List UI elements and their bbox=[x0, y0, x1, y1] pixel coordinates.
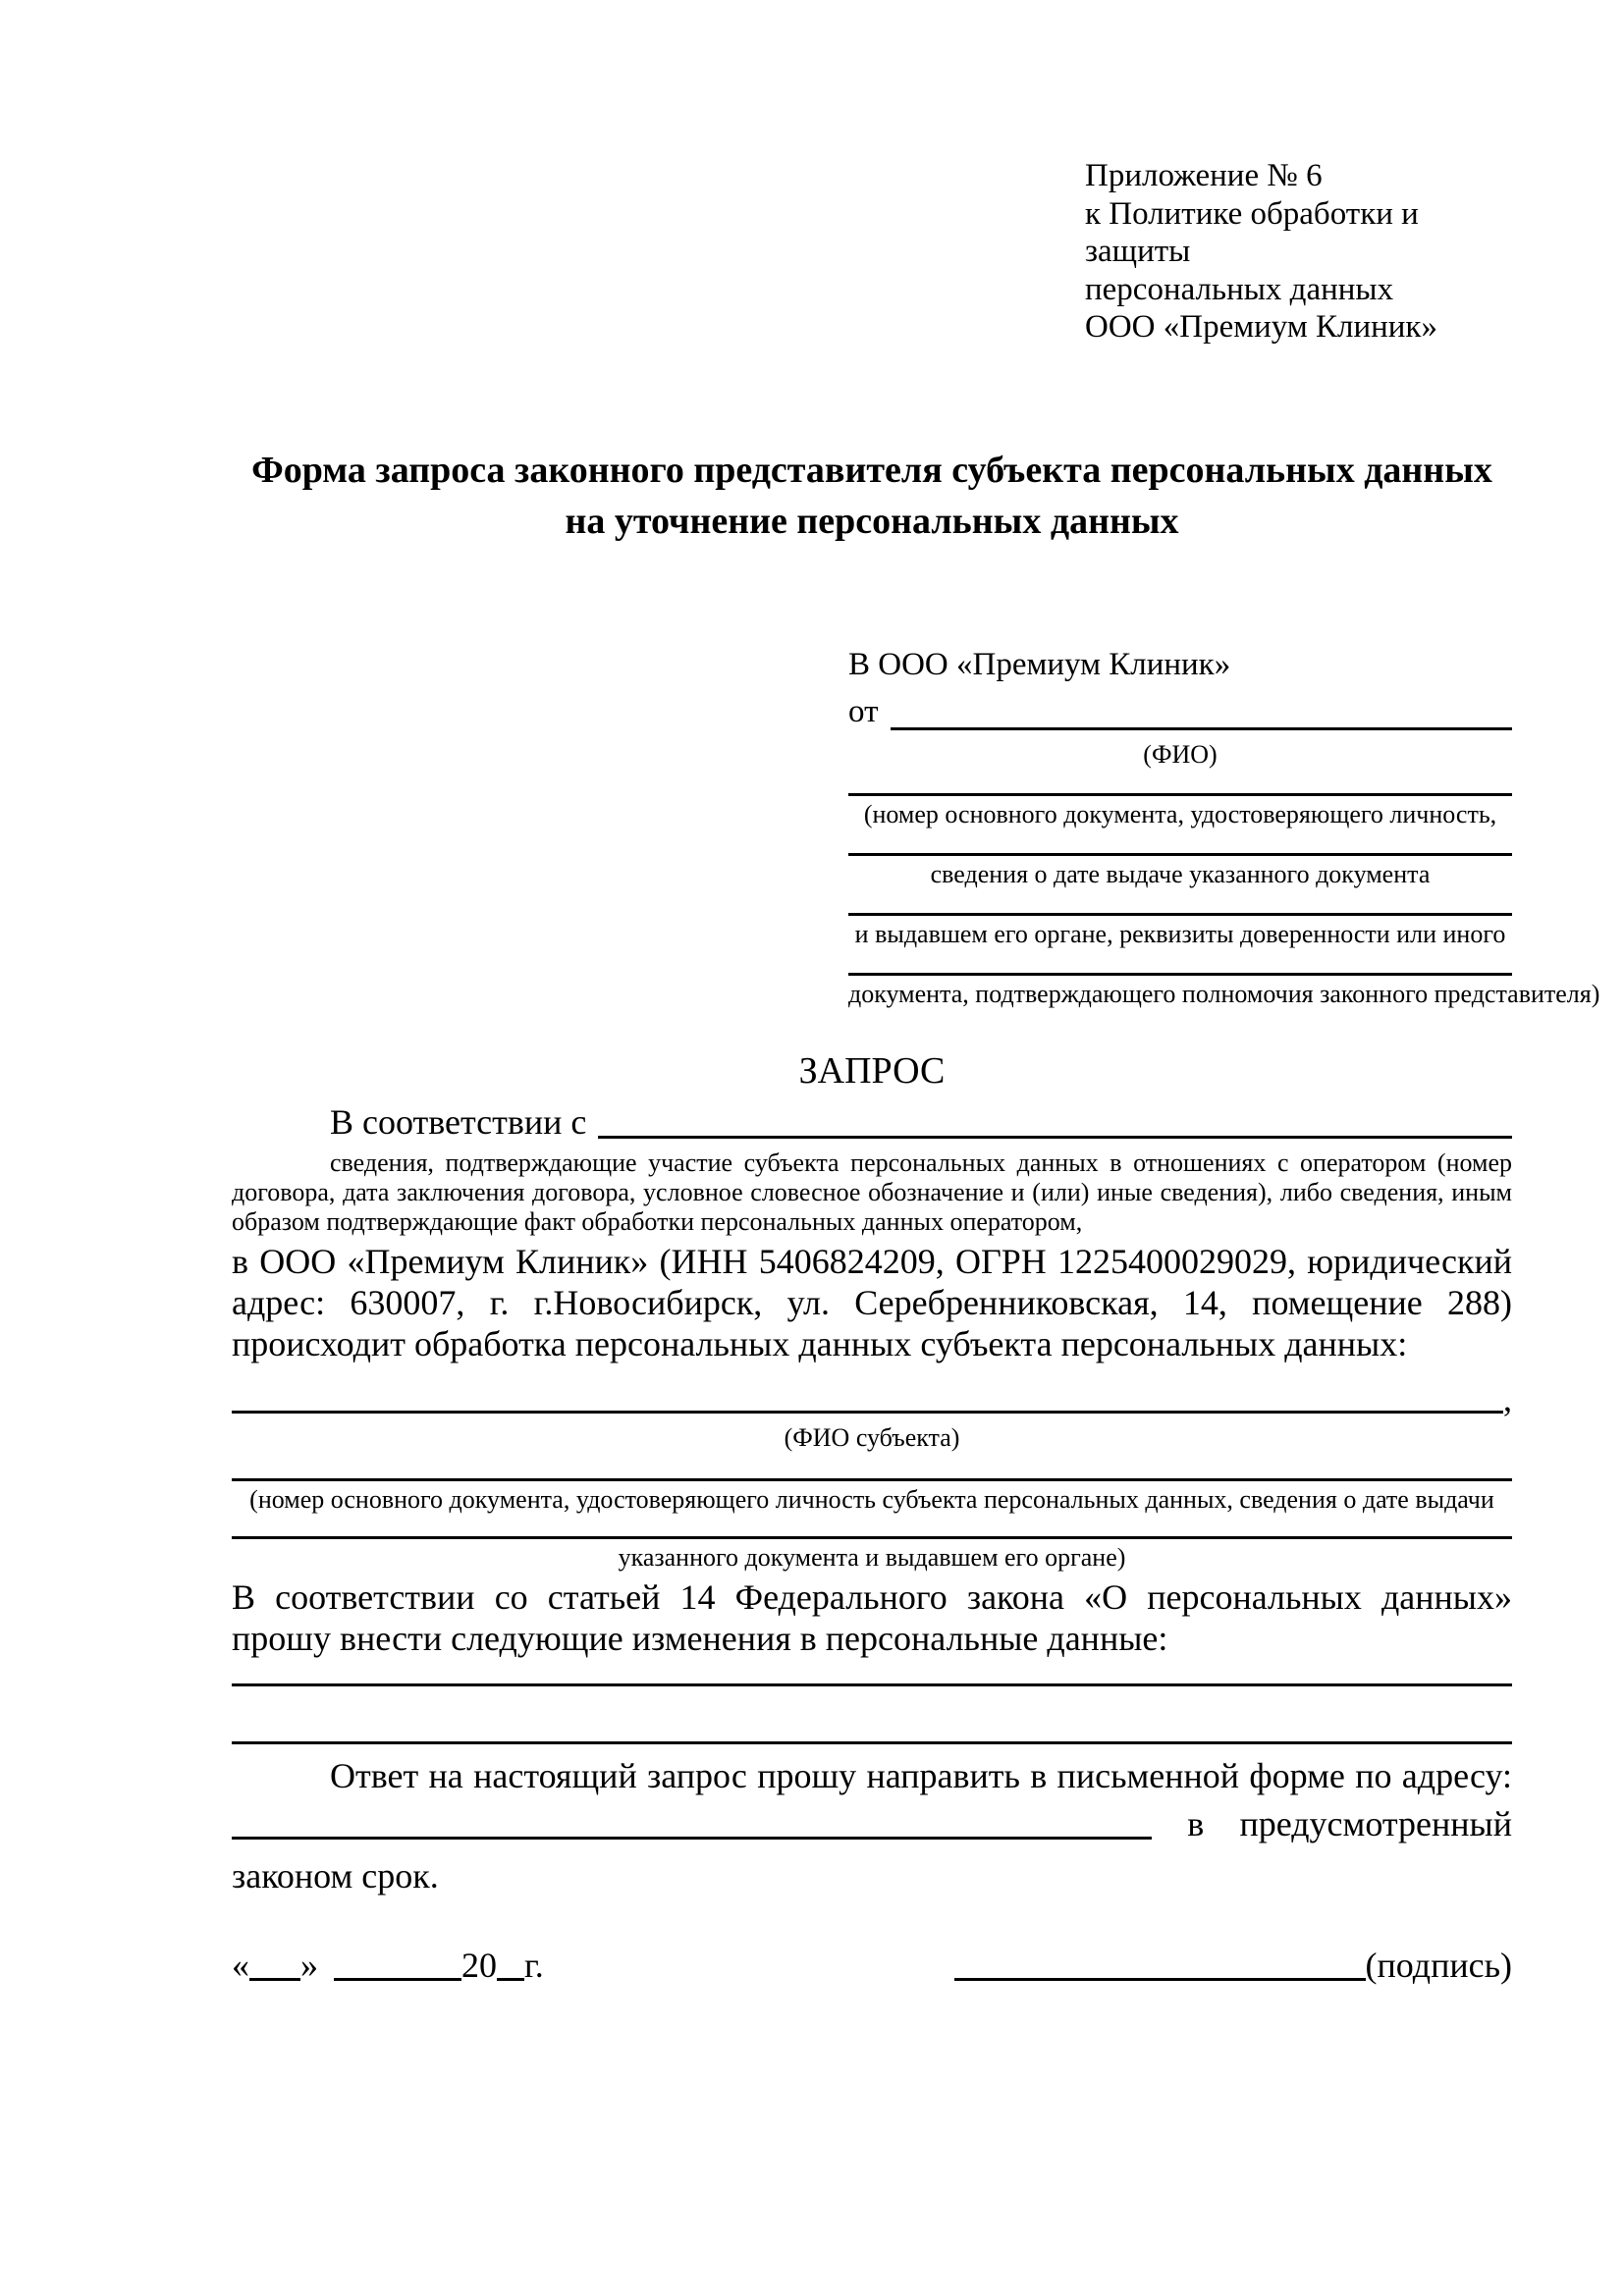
accordance-row bbox=[232, 1101, 1512, 1144]
signature-blank-line bbox=[954, 1978, 1366, 1981]
accordance-label: В соответствии с bbox=[330, 1102, 587, 1143]
appendix-header bbox=[1085, 157, 1512, 347]
authority-document-blank-line bbox=[848, 973, 1512, 976]
addressee-to: В ООО «Премиум Клиник» bbox=[848, 646, 1231, 682]
subject-document-caption-2: указанного документа и выдавшем его органе) bbox=[618, 1543, 1126, 1573]
appendix-line-4: ООО «Премиум Клиник» bbox=[1085, 309, 1437, 346]
issue-date-blank-line bbox=[848, 853, 1512, 856]
date-quote-close: » bbox=[300, 1946, 318, 1986]
subject-fio-row bbox=[232, 1380, 1512, 1419]
accordance-blank-line bbox=[598, 1136, 1512, 1139]
document-title bbox=[232, 445, 1512, 548]
signature-caption: (подпись) bbox=[1365, 1946, 1512, 1986]
subject-document-caption-1: (номер основного документа, удостоверяющего личность субъекта персональных данных, сведения о дате выдачи bbox=[249, 1485, 1494, 1515]
accordance-footnote: сведения, подтверждающие участие субъекта персональных данных в отношениях с оператором (номер договора, дата заключения договора, условное словесное обозначение и (или) иные сведения), либо сведения, иным образом подтверждающие факт обработки персональных данных оператором, bbox=[232, 1148, 1512, 1236]
subject-document-blank-line-1 bbox=[232, 1478, 1512, 1481]
addressee-from-row bbox=[848, 689, 1512, 736]
response-paragraph-first-line: Ответ на настоящий запрос прошу направить в письменной форме по адресу: bbox=[330, 1755, 1512, 1795]
date-year-blank bbox=[497, 1978, 524, 1981]
issue-date-caption: сведения о дате выдаче указанного документа bbox=[930, 859, 1431, 888]
request-heading: ЗАПРОС bbox=[798, 1049, 946, 1092]
date-quote-open: « bbox=[232, 1946, 249, 1986]
date-group bbox=[232, 1945, 544, 1987]
date-month-blank bbox=[334, 1978, 461, 1981]
changes-blank-line-1 bbox=[232, 1683, 1512, 1686]
response-address-row bbox=[232, 1803, 1512, 1845]
response-word-v: в bbox=[1187, 1803, 1205, 1843]
date-signature-row bbox=[232, 1945, 1512, 1987]
article-paragraph: В соответствии со статьей 14 Федерального закона «О персональных данных» прошу внести следующие изменения в персональные данные: bbox=[232, 1577, 1512, 1659]
response-tail: законом срок. bbox=[232, 1855, 439, 1896]
issuing-authority-caption: и выдавшем его органе, реквизиты доверенности или иного bbox=[854, 920, 1506, 949]
date-day-blank bbox=[249, 1978, 300, 1981]
id-document-caption: (номер основного документа, удостоверяющего личность, bbox=[863, 799, 1497, 828]
response-word-predusmotrenny: предусмотренный bbox=[1239, 1803, 1512, 1843]
appendix-line-2: к Политике обработки и защиты bbox=[1085, 195, 1419, 270]
id-document-number-blank-line bbox=[848, 793, 1512, 796]
date-year-prefix: 20 bbox=[461, 1946, 497, 1986]
document-title-line-2: на уточнение персональных данных bbox=[565, 501, 1179, 543]
representative-fio-blank-line bbox=[891, 727, 1513, 730]
issuing-authority-blank-line bbox=[848, 913, 1512, 916]
response-address-blank-line bbox=[232, 1837, 1152, 1840]
subject-fio-blank-line bbox=[232, 1411, 1503, 1414]
subject-document-blank-line-2 bbox=[232, 1536, 1512, 1539]
appendix-line-1: Приложение № 6 bbox=[1085, 158, 1323, 193]
from-label: от bbox=[848, 693, 879, 729]
document-title-line-1: Форма запроса законного представителя субъекта персональных данных bbox=[251, 450, 1492, 492]
authority-document-caption: документа, подтверждающего полномочия законного представителя) bbox=[848, 980, 1600, 1009]
addressee-block bbox=[848, 642, 1600, 1010]
changes-blank-line-2 bbox=[232, 1741, 1512, 1744]
subject-comma: , bbox=[1503, 1379, 1512, 1419]
operator-paragraph: в ООО «Премиум Клиник» (ИНН 5406824209, ОГРН 1225400029029, юридический адрес: 630007, г. г.Новосибирск, ул. Серебренниковская, 14, помещение 288) происходит обработка персональных данных субъекта персональных данных: bbox=[232, 1242, 1512, 1363]
appendix-line-3: персональных данных bbox=[1085, 271, 1394, 307]
subject-fio-caption: (ФИО субъекта) bbox=[784, 1422, 960, 1452]
date-year-suffix: г. bbox=[524, 1946, 544, 1986]
signature-group bbox=[954, 1945, 1512, 1987]
fio-caption: (ФИО) bbox=[1143, 739, 1218, 769]
